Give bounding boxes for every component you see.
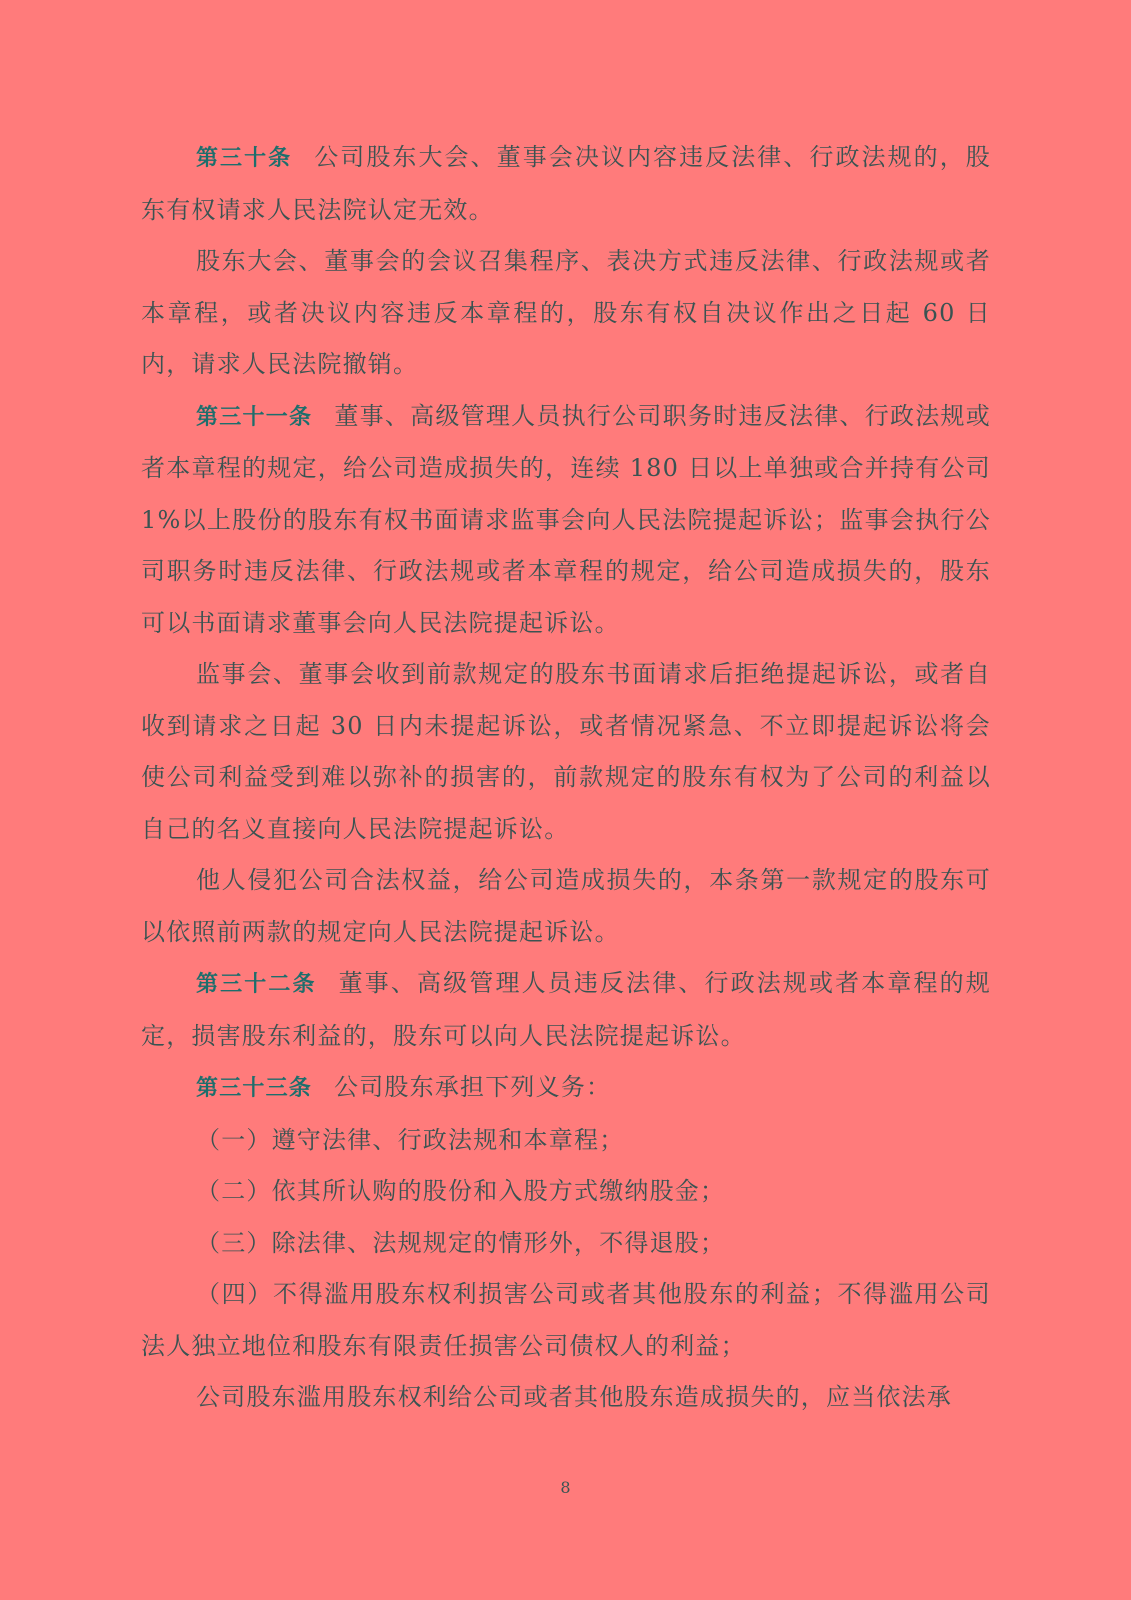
paragraph-article-31 bbox=[141, 391, 991, 650]
page-number: 8 bbox=[560, 1478, 571, 1497]
paragraph bbox=[141, 1372, 991, 1424]
paragraph-article-33 bbox=[141, 1062, 991, 1115]
article-heading: 第三十一条 bbox=[196, 404, 313, 430]
paragraph-text: 董事、高级管理人员执行公司职务时违反法律、行政法规或者本章程的规定，给公司造成损失的，连续 180 日以上单独或合并持有公司 1%以上股份的股东有权书面请求监事会向人民法院提起诉讼；监事会执行公司职务时违反法律、行政法规或者本章程的规定，给公司造成损失的，股东可以书面请求董事会向人民法院提起诉讼。 bbox=[141, 401, 991, 637]
paragraph-text: （四）不得滥用股东权利损害公司或者其他股东的利益；不得滥用公司法人独立地位和股东有限责任损害公司债权人的利益； bbox=[141, 1280, 991, 1360]
paragraph-article-30 bbox=[141, 132, 991, 236]
article-heading: 第三十三条 bbox=[196, 1076, 313, 1101]
article-heading: 第三十条 bbox=[196, 146, 293, 171]
list-item bbox=[141, 1218, 991, 1270]
paragraph bbox=[141, 855, 991, 958]
document-body bbox=[141, 132, 991, 1424]
paragraph bbox=[141, 649, 991, 855]
paragraph-text: 公司股东大会、董事会决议内容违反法律、行政法规的，股东有权请求人民法院认定无效。 bbox=[141, 143, 991, 224]
paragraph-text: （三）除法律、法规规定的情形外，不得退股； bbox=[196, 1228, 726, 1257]
paragraph-article-32 bbox=[141, 958, 991, 1062]
paragraph-text: （二）依其所认购的股份和入股方式缴纳股金； bbox=[196, 1177, 726, 1205]
paragraph-text: 公司股东滥用股东权利给公司或者其他股东造成损失的，应当依法承 bbox=[196, 1383, 952, 1411]
paragraph bbox=[141, 236, 991, 391]
paragraph-text: （一）遵守法律、行政法规和本章程； bbox=[196, 1125, 625, 1154]
list-item bbox=[141, 1115, 991, 1167]
list-item bbox=[141, 1166, 991, 1218]
list-item bbox=[141, 1269, 991, 1372]
paragraph-text: 公司股东承担下列义务： bbox=[334, 1073, 612, 1101]
paragraph-text: 董事、高级管理人员违反法律、行政法规或者本章程的规定，损害股东利益的，股东可以向人民法院提起诉讼。 bbox=[141, 969, 991, 1050]
paragraph-text: 他人侵犯公司合法权益，给公司造成损失的，本条第一款规定的股东可以依照前两款的规定向人民法院提起诉讼。 bbox=[141, 866, 991, 946]
paragraph-text: 监事会、董事会收到前款规定的股东书面请求后拒绝提起诉讼，或者自收到请求之日起 30 日内未提起诉讼，或者情况紧急、不立即提起诉讼将会使公司利益受到难以弥补的损害的，前款规定的股东有权为了公司的利益以自己的名义直接向人民法院提起诉讼。 bbox=[141, 660, 991, 843]
article-heading: 第三十二条 bbox=[196, 972, 317, 997]
paragraph-text: 股东大会、董事会的会议召集程序、表决方式违反法律、行政法规或者本章程，或者决议内容违反本章程的，股东有权自决议作出之日起 60 日内，请求人民法院撤销。 bbox=[141, 247, 991, 378]
